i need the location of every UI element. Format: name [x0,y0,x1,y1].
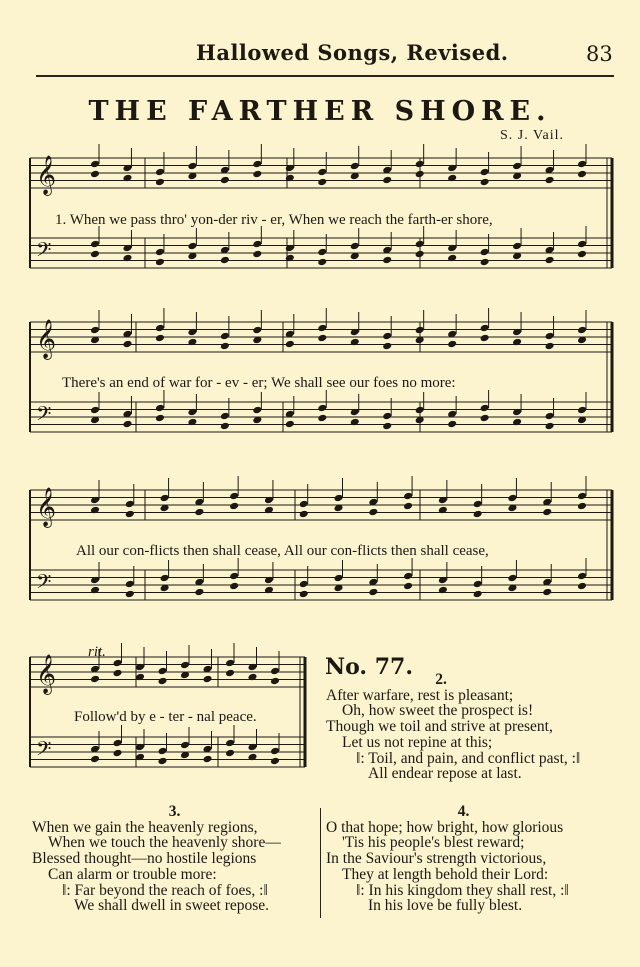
tempo-mark: rit. [88,644,106,660]
bass-clef-icon: 𝄢 [36,402,52,430]
note-head [368,588,378,597]
note-head [577,582,587,591]
note-head [382,412,392,421]
note-head [158,667,168,676]
note-head [90,250,100,259]
note-head [203,675,213,684]
note-head [187,162,197,171]
note-head [252,160,262,169]
note-head [113,659,123,668]
note-head [194,508,204,517]
verse-3-line-4: Can alarm or trouble more: [48,865,217,883]
note-head [220,176,230,185]
note-head [317,414,327,423]
note-head [155,334,165,343]
note-head [90,160,100,169]
note-head [220,332,230,341]
note-head [334,574,344,583]
verse-2-number: 2. [435,671,447,688]
note-head [122,340,132,349]
verse-4-line-1: O that hope; how bright, how glorious [326,818,564,836]
verse-3-line-6: We shall dwell in sweet repose. [74,897,270,915]
note-head [577,572,587,581]
verse-4 [326,804,626,914]
note-head [225,749,235,758]
note-head [447,420,457,429]
note-head [90,675,100,684]
note-head [203,755,213,764]
note-head [299,500,309,509]
verse-3-number: 3. [168,803,181,820]
note-head [113,669,123,678]
note-head [252,406,262,415]
note-head [382,332,392,341]
note-head [317,178,327,187]
note-head [542,508,552,517]
note-head [545,332,555,341]
verse-4-line-2: 'Tis his people's blest reward; [342,834,525,852]
book-title: Hallowed Songs, Revised. [196,40,509,65]
note-head [225,659,235,668]
note-head [180,661,190,670]
note-head [577,240,587,249]
note-head [252,250,262,259]
note-head [155,168,165,177]
verse-divider [320,808,321,918]
note-head [158,757,168,766]
note-head [90,170,100,179]
note-head [90,755,100,764]
note-head [252,170,262,179]
verse-2 [326,672,626,782]
note-head [545,256,555,265]
note-head [125,500,135,509]
note-head [220,342,230,351]
note-head [160,494,170,503]
note-head [155,414,165,423]
verse-3-line-1: When we gain the heavenly regions, [32,818,258,836]
bass-clef-icon: 𝄢 [36,737,52,765]
verse-4-line-5: ‖: In his kingdom they shall rest, :‖ [356,881,569,899]
verse-3-line-3: Blessed thought—no hostile legions [32,850,257,868]
note-head [473,500,483,509]
verse-4-line-6: In his love be fully blest. [368,897,523,915]
note-head [160,574,170,583]
note-head [382,176,392,185]
note-head [403,582,413,591]
note-head [155,324,165,333]
note-head [299,580,309,589]
note-head [229,502,239,511]
note-head [480,334,490,343]
note-head [187,242,197,251]
note-head [194,588,204,597]
note-head [317,324,327,333]
note-head [350,242,360,251]
note-head [507,574,517,583]
note-head [415,160,425,169]
note-head [317,258,327,267]
note-head [545,422,555,431]
note-head [403,572,413,581]
note-head [155,404,165,413]
hymn-title: THE FARTHER SHORE. [88,96,552,127]
hymn-number: No. 77. [325,654,413,680]
bass-clef-icon: 𝄢 [36,570,52,598]
note-head [317,334,327,343]
note-head [220,422,230,431]
note-head [480,178,490,187]
verse-3-line-2: When we touch the heavenly shore— [48,834,281,852]
note-head [180,741,190,750]
note-head [542,588,552,597]
verse-2-line-4: Let us not repine at this; [342,733,493,751]
note-head [512,162,522,171]
note-head [415,326,425,335]
note-head [545,342,555,351]
page-number: 83 [586,42,613,66]
verse-3-line-5: ‖: Far beyond the reach of foes, :‖ [62,881,268,899]
verse-4-number: 4. [457,803,470,820]
note-head [317,404,327,413]
note-head [382,342,392,351]
note-head [113,749,123,758]
note-head [577,502,587,511]
verse-2-line-2: Oh, how sweet the prospect is! [342,702,534,720]
note-head [125,510,135,519]
note-head [480,404,490,413]
note-head [270,677,280,686]
note-head [350,162,360,171]
note-head [220,412,230,421]
note-head [480,324,490,333]
note-head [577,160,587,169]
note-head [415,250,425,259]
verse-3 [32,804,317,914]
treble-clef-icon: 𝄞 [36,155,57,195]
note-head [415,170,425,179]
note-head [382,422,392,431]
note-head [577,492,587,501]
note-head [90,406,100,415]
note-head [252,326,262,335]
note-head [252,240,262,249]
composer-credit: S. J. Vail. [500,128,565,143]
note-head [368,508,378,517]
note-head [577,170,587,179]
verse-2-line-5: ‖: Toil, and pain, and conflict past, :‖ [356,749,581,767]
note-head [577,326,587,335]
note-head [125,590,135,599]
note-head [270,757,280,766]
lyric-line-2: There's an end of war for - ev - er; We shall see our foes no more: [62,375,456,391]
lyric-line-1: 1. When we pass thro' yon-der riv - er, When we reach the farth-er shore, [55,212,493,228]
note-head [577,250,587,259]
note-head [270,667,280,676]
treble-clef-icon: 𝄞 [36,654,57,694]
note-head [229,572,239,581]
bass-clef-icon: 𝄢 [36,238,52,266]
note-head [480,414,490,423]
note-head [473,510,483,519]
note-head [220,256,230,265]
note-head [403,502,413,511]
note-head [317,168,327,177]
note-head [480,258,490,267]
note-head [155,248,165,257]
note-head [270,747,280,756]
note-head [125,580,135,589]
note-head [229,582,239,591]
lyric-line-3: All our con-flicts then shall cease, All our con-flicts then shall cease, [76,543,489,559]
note-head [317,248,327,257]
note-head [299,590,309,599]
note-head [480,168,490,177]
note-head [158,677,168,686]
treble-clef-icon: 𝄞 [36,319,57,359]
note-head [403,492,413,501]
note-head [473,580,483,589]
note-head [122,420,132,429]
note-head [90,240,100,249]
note-head [113,739,123,748]
treble-clef-icon: 𝄞 [36,487,57,527]
note-head [473,590,483,599]
verse-2-line-3: Though we toil and strive at present, [326,718,553,736]
note-head [480,248,490,257]
note-head [545,176,555,185]
note-head [155,178,165,187]
note-head [382,256,392,265]
lyric-line-4: Follow'd by e - ter - nal peace. [74,709,257,725]
verse-4-line-4: They at length behold their Lord: [342,865,549,883]
note-head [225,669,235,678]
verse-2-line-6: All endear repose at last. [368,765,522,783]
verse-2-line-1: After warfare, rest is pleasant; [326,686,514,704]
note-head [415,240,425,249]
note-head [545,412,555,421]
note-head [155,258,165,267]
note-head [334,494,344,503]
note-head [285,340,295,349]
note-head [285,420,295,429]
note-head [577,406,587,415]
note-head [229,492,239,501]
note-head [225,739,235,748]
note-head [507,494,517,503]
note-head [90,326,100,335]
note-head [512,242,522,251]
note-head [447,340,457,349]
note-head [158,747,168,756]
verse-4-line-3: In the Saviour's strength victorious, [326,850,547,868]
note-head [299,510,309,519]
note-head [415,406,425,415]
